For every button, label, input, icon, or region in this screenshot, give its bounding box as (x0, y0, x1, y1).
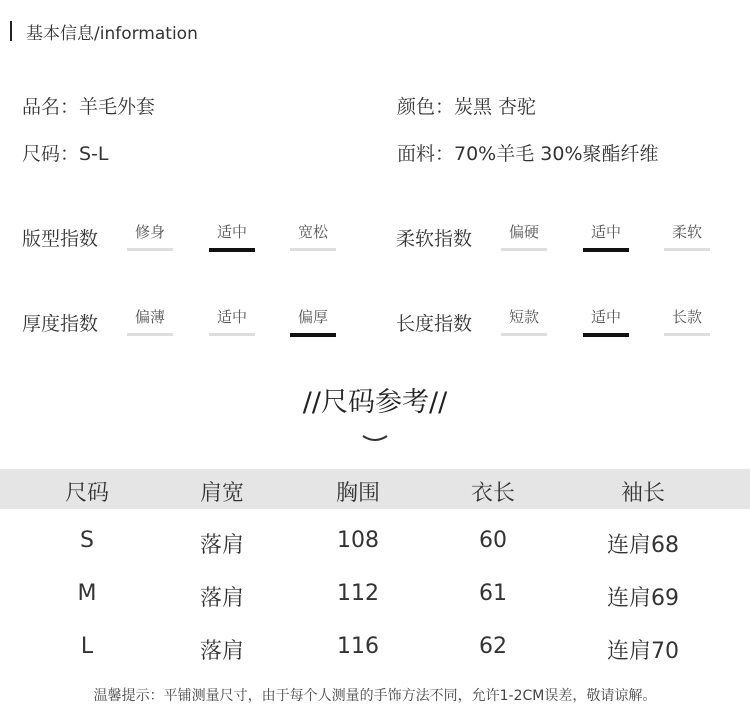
product-fabric: 面料：70%羊毛 30%聚酯纤维 (397, 143, 659, 165)
table-cell-length: 62 (479, 634, 507, 659)
table-cell-size: S (80, 528, 94, 553)
fit-index-label: 版型指数 (22, 228, 99, 250)
softness-option-medium: 适中 (582, 221, 630, 252)
fit-option-regular: 适中 (208, 221, 256, 252)
table-row (0, 581, 750, 615)
option-indicator (127, 248, 173, 251)
measurement-note: 温馨提示：平铺测量尺寸，由于每个人测量的手饰方法不同，允许1-2CM误差，敬请谅解。 (93, 688, 657, 704)
table-cell-chest: 116 (337, 634, 379, 659)
table-cell-sleeve: 连肩68 (607, 533, 679, 558)
option-indicator (583, 248, 629, 252)
table-header-length: 衣长 (470, 481, 515, 506)
table-row (0, 528, 750, 562)
option-indicator (501, 248, 547, 251)
header-title-en: information (99, 24, 198, 44)
smile-divider-icon (360, 432, 390, 446)
option-indicator (501, 333, 547, 336)
table-header-shoulder: 肩宽 (199, 481, 244, 506)
option-indicator (209, 248, 255, 252)
softness-option-soft: 柔软 (663, 221, 711, 251)
option-indicator (290, 248, 336, 251)
softness-index-label: 柔软指数 (396, 228, 473, 250)
header-title-sep: / (94, 24, 100, 44)
product-name: 品名：羊毛外套 (22, 96, 156, 118)
length-option-long: 长款 (663, 306, 711, 336)
table-header-size: 尺码 (64, 481, 109, 506)
softness-option-hard: 偏硬 (500, 221, 548, 251)
thickness-index-label: 厚度指数 (22, 313, 99, 335)
table-cell-length: 61 (479, 581, 507, 606)
length-option-medium: 适中 (582, 306, 630, 337)
thickness-option-thin: 偏薄 (126, 306, 174, 336)
table-cell-length: 60 (479, 528, 507, 553)
option-indicator (127, 333, 173, 336)
table-header-sleeve: 袖长 (620, 481, 665, 506)
length-index-label: 长度指数 (396, 313, 473, 335)
option-indicator (664, 333, 710, 336)
product-size: 尺码：S-L (22, 143, 109, 165)
section-header (26, 19, 198, 44)
table-cell-chest: 108 (337, 528, 379, 553)
table-cell-shoulder: 落肩 (199, 586, 244, 611)
table-cell-shoulder: 落肩 (199, 533, 244, 558)
fit-option-slim: 修身 (126, 221, 174, 251)
option-indicator (583, 333, 629, 337)
header-accent-bar (10, 21, 12, 41)
thickness-option-medium: 适中 (208, 306, 256, 336)
table-cell-shoulder: 落肩 (199, 639, 244, 664)
header-title-cn: 基本信息 (26, 24, 94, 44)
size-reference-title: //尺码参考// (302, 387, 448, 418)
table-cell-chest: 112 (337, 581, 379, 606)
table-row (0, 634, 750, 668)
product-color: 颜色：炭黑 杏驼 (397, 96, 537, 118)
option-indicator (290, 333, 336, 337)
option-indicator (664, 248, 710, 251)
thickness-option-thick: 偏厚 (289, 306, 337, 337)
table-cell-size: M (77, 581, 97, 606)
table-cell-sleeve: 连肩69 (607, 586, 679, 611)
table-cell-size: L (80, 634, 94, 659)
length-option-short: 短款 (500, 306, 548, 336)
size-table-header (0, 469, 750, 509)
fit-option-loose: 宽松 (289, 221, 337, 251)
table-cell-sleeve: 连肩70 (607, 639, 679, 664)
table-header-chest: 胸围 (335, 481, 380, 506)
option-indicator (209, 333, 255, 336)
